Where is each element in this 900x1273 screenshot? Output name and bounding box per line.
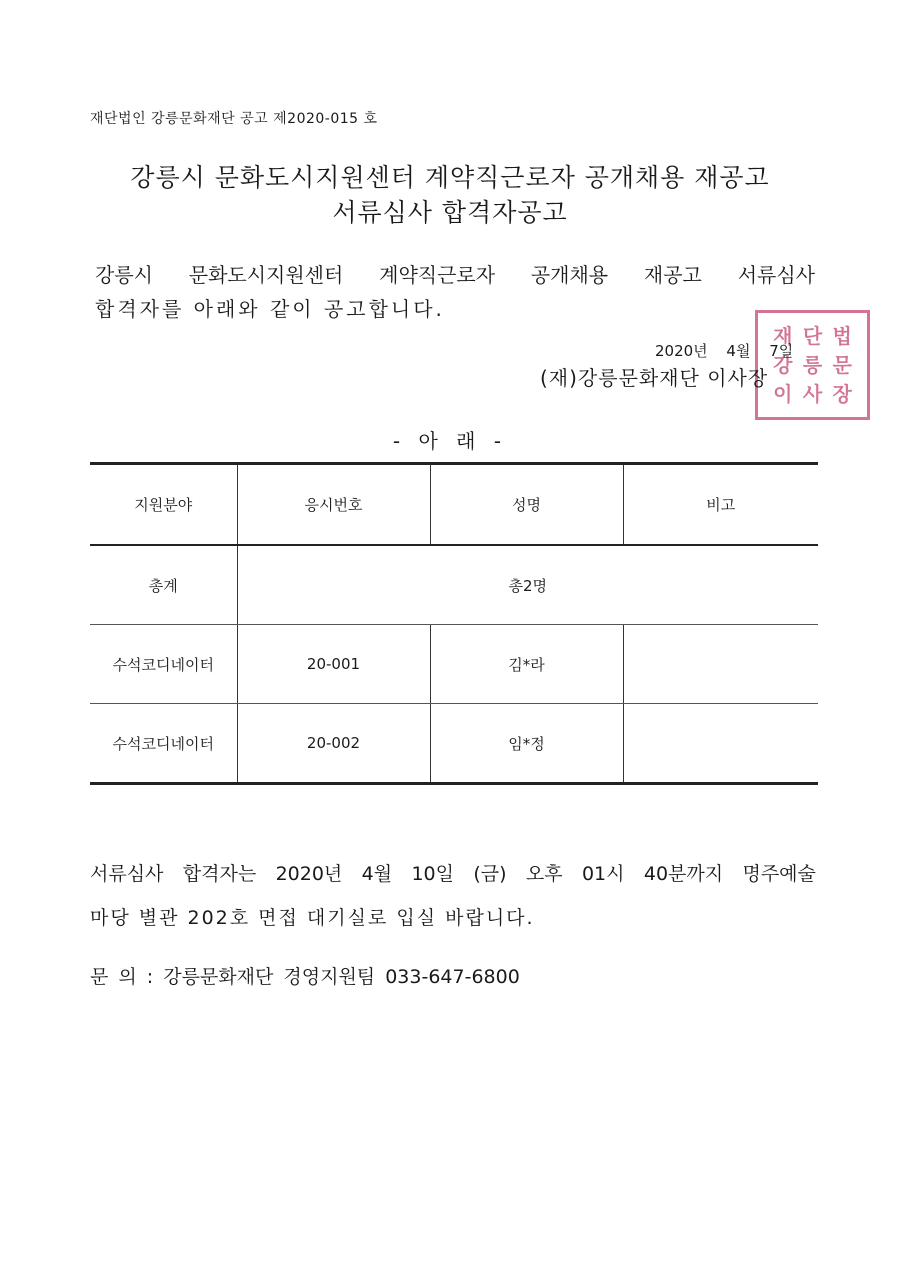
intro-line-1 <box>95 258 815 292</box>
closing-word: 2020년 <box>275 863 343 885</box>
issuer-name: (재)강릉문화재단 이사장 <box>540 366 769 390</box>
closing-line-1 <box>90 852 816 896</box>
header-note: 비고 <box>623 464 818 546</box>
cell-field: 수석코디네이터 <box>90 625 237 704</box>
closing-word: 40분까지 <box>643 863 724 885</box>
total-value: 총2명 <box>237 545 818 625</box>
intro-paragraph <box>95 258 815 326</box>
closing-word: 10일 <box>411 863 454 885</box>
closing-word: 합격자는 <box>182 863 257 885</box>
table-row <box>90 625 818 704</box>
cell-note <box>623 625 818 704</box>
closing-word: (금) <box>473 863 507 885</box>
intro-word: 계약직근로자 <box>379 263 496 287</box>
intro-word: 강릉시 <box>95 263 153 287</box>
seal-char: 문 <box>832 352 852 377</box>
table-header-row <box>90 464 818 546</box>
seal-char: 강 <box>773 352 793 377</box>
cell-name: 임*정 <box>430 704 623 784</box>
below-label: - 아 래 - <box>392 429 508 453</box>
header-field: 지원분야 <box>90 464 237 546</box>
inquiry-contact: 문 의 : 강릉문화재단 경영지원팀 033-647-6800 <box>90 966 520 988</box>
seal-char: 릉 <box>802 352 823 377</box>
intro-word: 문화도시지원센터 <box>188 263 344 287</box>
official-seal <box>755 310 870 420</box>
cell-field: 수석코디네이터 <box>90 704 237 784</box>
seal-char: 사 <box>802 382 823 407</box>
total-label: 총계 <box>90 545 237 625</box>
seal-char: 장 <box>832 382 852 407</box>
header-name: 성명 <box>430 464 623 546</box>
closing-word: 명주예술 <box>742 863 816 885</box>
intro-word: 서류심사 <box>737 263 815 287</box>
notice-date: 2020년 4월 7일 <box>655 342 794 360</box>
cell-number: 20-002 <box>237 704 430 784</box>
seal-char: 단 <box>802 323 823 348</box>
header-number: 응시번호 <box>237 464 430 546</box>
closing-line-2: 마당 별관 202호 면접 대기실로 입실 바랍니다. <box>90 907 535 929</box>
page-title: 강릉시 문화도시지원센터 계약직근로자 공개채용 재공고 <box>130 163 770 192</box>
closing-word: 4월 <box>361 863 393 885</box>
intro-word: 공개채용 <box>530 263 609 287</box>
intro-word: 재공고 <box>643 263 702 287</box>
intro-line-2: 합격자를 아래와 같이 공고합니다. <box>95 297 445 321</box>
page-subtitle: 서류심사 합격자공고 <box>332 198 568 227</box>
cell-name: 김*라 <box>430 625 623 704</box>
cell-note <box>623 704 818 784</box>
seal-char: 법 <box>832 323 852 348</box>
seal-char: 재 <box>773 323 793 348</box>
closing-word: 01시 <box>581 863 625 885</box>
document-number: 재단법인 강릉문화재단 공고 제2020-015 호 <box>90 111 378 127</box>
seal-char: 이 <box>773 382 793 407</box>
closing-word: 오후 <box>525 863 563 885</box>
total-row <box>90 545 818 625</box>
closing-paragraph <box>90 852 816 940</box>
table-row <box>90 704 818 784</box>
cell-number: 20-001 <box>237 625 430 704</box>
closing-word: 서류심사 <box>90 863 164 885</box>
results-table <box>90 462 818 785</box>
